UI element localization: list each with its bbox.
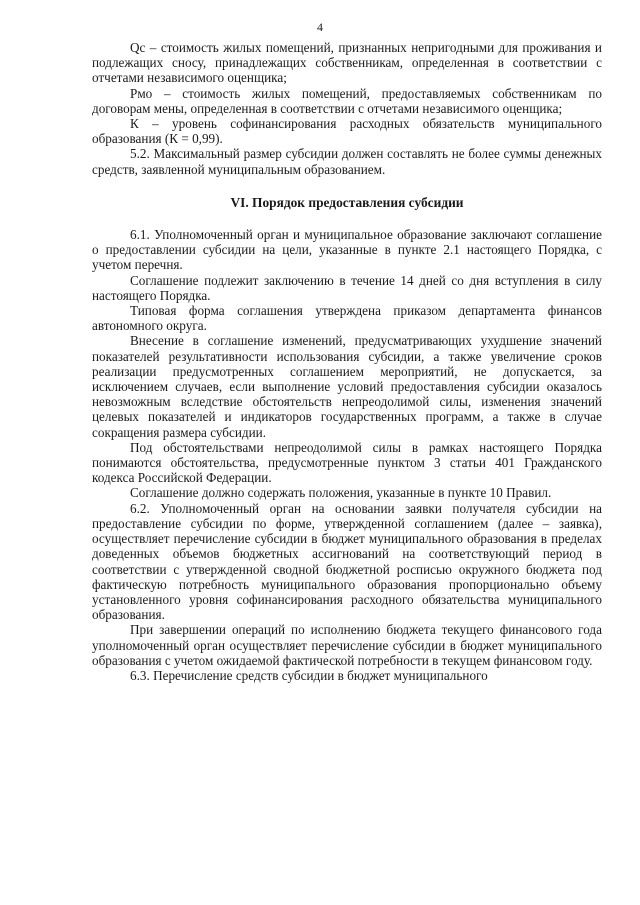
paragraph-6-3: 6.3. Перечисление средств субсидии в бюджет муниципального [130, 667, 488, 683]
page-number: 4 [317, 20, 323, 34]
paragraph-6-2: 6.2. Уполномоченный орган на основании заявки получателя субсидии на предоставление субсидии по форме, утвержденной соглашением (далее – заявка), осуществляет перечисление субсидии в бюджет муниципального образования в пределах доведенных объемов бюджетных ассигнований на соответствующий период в соответствии с утвержденной сводной бюджетной росписью окружного бюджета под фактическую потребность муниципального образования пропорционально объему установленного уровня софинансирования расходного обязательства муниципального образования. [92, 500, 602, 623]
paragraph-agreement-content: Соглашение должно содержать положения, указанные в пункте 10 Правил. [130, 485, 552, 501]
paragraph-6-1: 6.1. Уполномоченный орган и муниципальное образование заключают соглашение о предоставлении субсидии на цели, указанные в пункте 2.1 настоящего Порядка, с учетом перечня. [92, 227, 602, 273]
section-heading: VI. Порядок предоставления субсидии [230, 194, 464, 210]
paragraph-5-2: 5.2. Максимальный размер субсидии должен составлять не более суммы денежных средств, заявленной муниципальным образованием. [92, 146, 602, 177]
paragraph-year-end: При завершении операций по исполнению бюджета текущего финансового года уполномоченный орган осуществляет перечисление субсидии в бюджет муниципального образования с учетом ожидаемой фактической потребности в текущем финансовом году. [92, 622, 602, 668]
paragraph-agreement-changes: Внесение в соглашение изменений, предусматривающих ухудшение значений показателей результативности использования субсидии, а также увеличение сроков реализации предусмотренных соглашением мероприятий, не допускается, за исключением случаев, если выполнение условий предоставления субсидии оказалось невозможным вследствие обстоятельств непреодолимой силы, изменения значений целевых показателей и индикаторов государственных программ, а также в случае сокращения размера субсидии. [92, 333, 602, 440]
paragraph-agreement-form: Типовая форма соглашения утверждена приказом департамента финансов автономного округа. [92, 303, 602, 334]
paragraph-k-definition: К – уровень софинансирования расходных обязательств муниципального образования (К = 0,99). [92, 116, 602, 147]
paragraph-pmo-definition: Pмо – стоимость жилых помещений, предоставляемых собственникам по договорам мены, определенная в соответствии с отчетами независимого оценщика; [92, 85, 602, 116]
paragraph-agreement-term: Соглашение подлежит заключению в течение 14 дней со дня вступления в силу настоящего Порядка. [92, 272, 602, 303]
paragraph-qc-definition: Qc – стоимость жилых помещений, признанных непригодными для проживания и подлежащих сносу, принадлежащих собственникам, определенная в соответствии с отчетами независимого оценщика; [92, 40, 602, 86]
paragraph-force-majeure: Под обстоятельствами непреодолимой силы в рамках настоящего Порядка понимаются обстоятельства, предусмотренные пунктом 3 статьи 401 Гражданского кодекса Российской Федерации. [92, 439, 602, 486]
document-body [92, 40, 602, 683]
